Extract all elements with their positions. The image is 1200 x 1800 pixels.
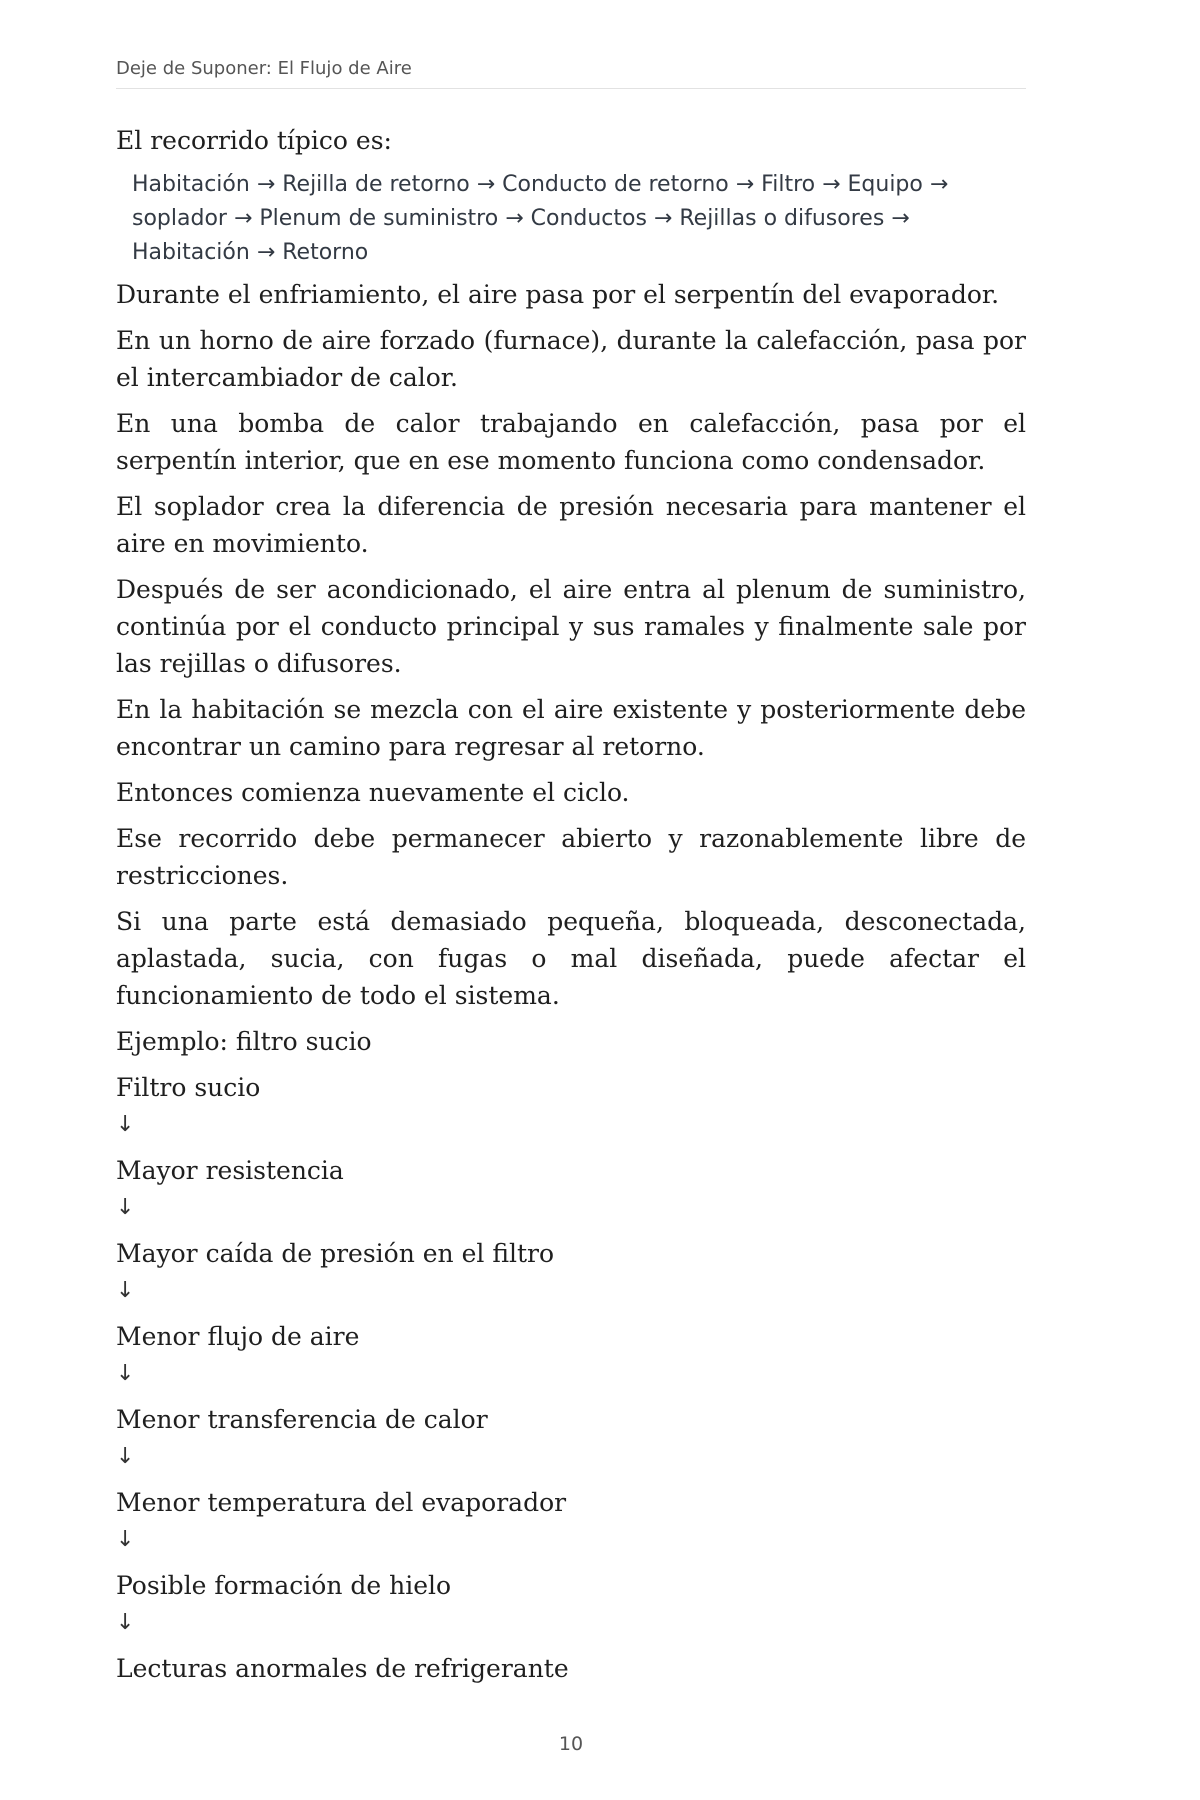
paragraph: Entonces comienza nuevamente el ciclo. — [116, 778, 630, 807]
airflow-route: Habitación → Rejilla de retorno → Conducto de retorno → Filtro → Equipo → soplador → Plenum de suministro → Conductos → Rejillas o difusores → Habitación → Retorno — [132, 172, 949, 265]
chain-step: Lecturas anormales de refrigerante — [116, 1654, 569, 1683]
chain-step: Posible formación de hielo — [116, 1571, 452, 1600]
paragraph: Ese recorrido debe permanecer abierto y razonablemente libre de restricciones. — [116, 824, 1026, 890]
page-content — [116, 122, 1026, 1687]
paragraph: Si una parte está demasiado pequeña, bloqueada, desconectada, aplastada, sucia, con fugas o mal diseñada, puede afectar el funcionamiento de todo el sistema. — [116, 907, 1026, 1010]
paragraph: En la habitación se mezcla con el aire existente y posteriormente debe encontrar un camino para regresar al retorno. — [116, 695, 1026, 761]
chain-step: Filtro sucio — [116, 1073, 261, 1102]
chain-step: Mayor resistencia — [116, 1156, 344, 1185]
paragraph: En una bomba de calor trabajando en calefacción, pasa por el serpentín interior, que en ese momento funciona como condensador. — [116, 409, 1026, 475]
paragraph: Durante el enfriamiento, el aire pasa por el serpentín del evaporador. — [116, 280, 1000, 309]
running-header: Deje de Suponer: El Flujo de Aire — [116, 58, 1026, 89]
page-number: 10 — [558, 1733, 584, 1755]
paragraph: En un horno de aire forzado (furnace), durante la calefacción, pasa por el intercambiador de calor. — [116, 326, 1026, 392]
chain-step: Mayor caída de presión en el filtro — [116, 1239, 555, 1268]
chain-step: Menor temperatura del evaporador — [116, 1488, 567, 1517]
document-page — [116, 0, 1026, 1800]
paragraph: El soplador crea la diferencia de presión necesaria para mantener el aire en movimiento. — [116, 492, 1026, 558]
down-arrow-icon: ↓ — [116, 1112, 135, 1137]
chain-step: Menor transferencia de calor — [116, 1405, 488, 1434]
intro-text: El recorrido típico es: — [116, 126, 392, 155]
cause-effect-chain — [116, 1069, 1026, 1687]
paragraph: Después de ser acondicionado, el aire entra al plenum de suministro, continúa por el conducto principal y sus ramales y finalmente sale por las rejillas o difusores. — [116, 575, 1026, 678]
down-arrow-icon: ↓ — [116, 1610, 135, 1635]
chain-step: Menor flujo de aire — [116, 1322, 360, 1351]
down-arrow-icon: ↓ — [116, 1195, 135, 1220]
down-arrow-icon: ↓ — [116, 1278, 135, 1303]
down-arrow-icon: ↓ — [116, 1361, 135, 1386]
down-arrow-icon: ↓ — [116, 1444, 135, 1469]
down-arrow-icon: ↓ — [116, 1527, 135, 1552]
example-title: Ejemplo: filtro sucio — [116, 1027, 372, 1056]
